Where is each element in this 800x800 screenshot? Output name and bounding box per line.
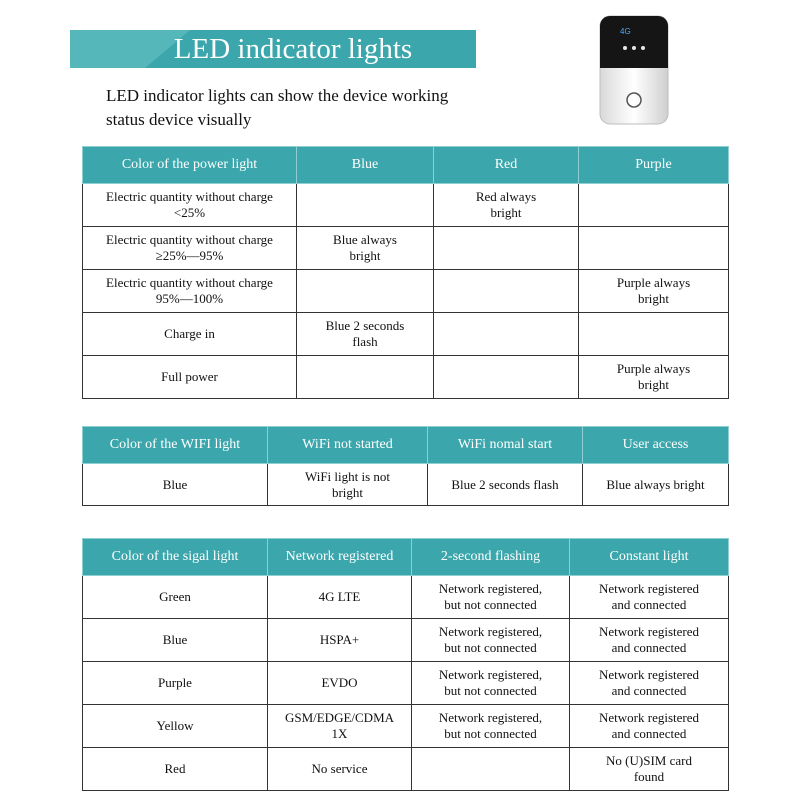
table-cell xyxy=(297,270,434,313)
page-title: LED indicator lights xyxy=(173,33,413,65)
column-header: Purple xyxy=(579,147,729,184)
table-cell: Electric quantity without charge 95%—100% xyxy=(83,270,297,313)
table-cell: Blue always bright xyxy=(583,464,729,506)
table-row xyxy=(83,184,729,227)
table-cell: Network registered and connected xyxy=(570,705,729,748)
table-cell xyxy=(579,313,729,356)
table-cell xyxy=(412,748,570,791)
table-cell: EVDO xyxy=(268,662,412,705)
table-header-row xyxy=(83,539,729,576)
table-cell xyxy=(297,356,434,399)
table-cell: Network registered and connected xyxy=(570,576,729,619)
table-row xyxy=(83,619,729,662)
table-cell: Blue always bright xyxy=(297,227,434,270)
table-cell xyxy=(579,227,729,270)
table-cell: Network registered, but not connected xyxy=(412,705,570,748)
column-header: 2-second flashing xyxy=(412,539,570,576)
table-cell: WiFi light is not bright xyxy=(268,464,428,506)
column-header: Color of the power light xyxy=(83,147,297,184)
device-badge: 4G xyxy=(620,27,631,36)
column-header: Color of the sigal light xyxy=(83,539,268,576)
column-header: Constant light xyxy=(570,539,729,576)
mifi-device-image xyxy=(598,14,670,126)
table-cell: No (U)SIM card found xyxy=(570,748,729,791)
table-cell: Purple xyxy=(83,662,268,705)
table-row xyxy=(83,662,729,705)
table-cell: Green xyxy=(83,576,268,619)
table-row xyxy=(83,748,729,791)
intro-text xyxy=(106,84,526,132)
led-dot-icon xyxy=(623,46,627,50)
table-cell xyxy=(434,227,579,270)
table-cell: HSPA+ xyxy=(268,619,412,662)
led-dot-icon xyxy=(632,46,636,50)
table-cell: Full power xyxy=(83,356,297,399)
table-cell: No service xyxy=(268,748,412,791)
table-row xyxy=(83,705,729,748)
column-header: Network registered xyxy=(268,539,412,576)
table-cell: Purple always bright xyxy=(579,356,729,399)
table-cell: Blue 2 seconds flash xyxy=(428,464,583,506)
table-cell: Blue xyxy=(83,464,268,506)
table-cell xyxy=(434,356,579,399)
table-cell: Network registered, but not connected xyxy=(412,662,570,705)
column-header: Blue xyxy=(297,147,434,184)
table-cell xyxy=(297,184,434,227)
wifi-light-table xyxy=(82,426,729,506)
signal-light-table xyxy=(82,538,729,791)
column-header: WiFi nomal start xyxy=(428,427,583,464)
column-header: User access xyxy=(583,427,729,464)
table-cell: Charge in xyxy=(83,313,297,356)
intro-line-1: LED indicator lights can show the device working xyxy=(106,86,449,105)
power-light-table xyxy=(82,146,729,399)
table-cell: Electric quantity without charge ≥25%—95% xyxy=(83,227,297,270)
column-header: Color of the WIFI light xyxy=(83,427,268,464)
table-cell: Blue 2 seconds flash xyxy=(297,313,434,356)
table-cell: Purple always bright xyxy=(579,270,729,313)
table-cell: GSM/EDGE/CDMA 1X xyxy=(268,705,412,748)
column-header: WiFi not started xyxy=(268,427,428,464)
table-cell: Yellow xyxy=(83,705,268,748)
table-cell xyxy=(434,313,579,356)
table-cell: Electric quantity without charge <25% xyxy=(83,184,297,227)
table-row xyxy=(83,313,729,356)
table-cell: Network registered, but not connected xyxy=(412,619,570,662)
table-row xyxy=(83,270,729,313)
intro-line-2: status device visually xyxy=(106,110,252,129)
table-cell: Network registered, but not connected xyxy=(412,576,570,619)
table-row xyxy=(83,576,729,619)
table-cell: Blue xyxy=(83,619,268,662)
table-cell: 4G LTE xyxy=(268,576,412,619)
table-row xyxy=(83,356,729,399)
title-banner xyxy=(70,30,476,68)
table-row xyxy=(83,227,729,270)
table-cell xyxy=(434,270,579,313)
table-header-row xyxy=(83,147,729,184)
table-row xyxy=(83,464,729,506)
table-cell: Red xyxy=(83,748,268,791)
table-cell: Network registered and connected xyxy=(570,662,729,705)
column-header: Red xyxy=(434,147,579,184)
led-dot-icon xyxy=(641,46,645,50)
table-cell xyxy=(579,184,729,227)
table-header-row xyxy=(83,427,729,464)
table-cell: Network registered and connected xyxy=(570,619,729,662)
table-cell: Red always bright xyxy=(434,184,579,227)
